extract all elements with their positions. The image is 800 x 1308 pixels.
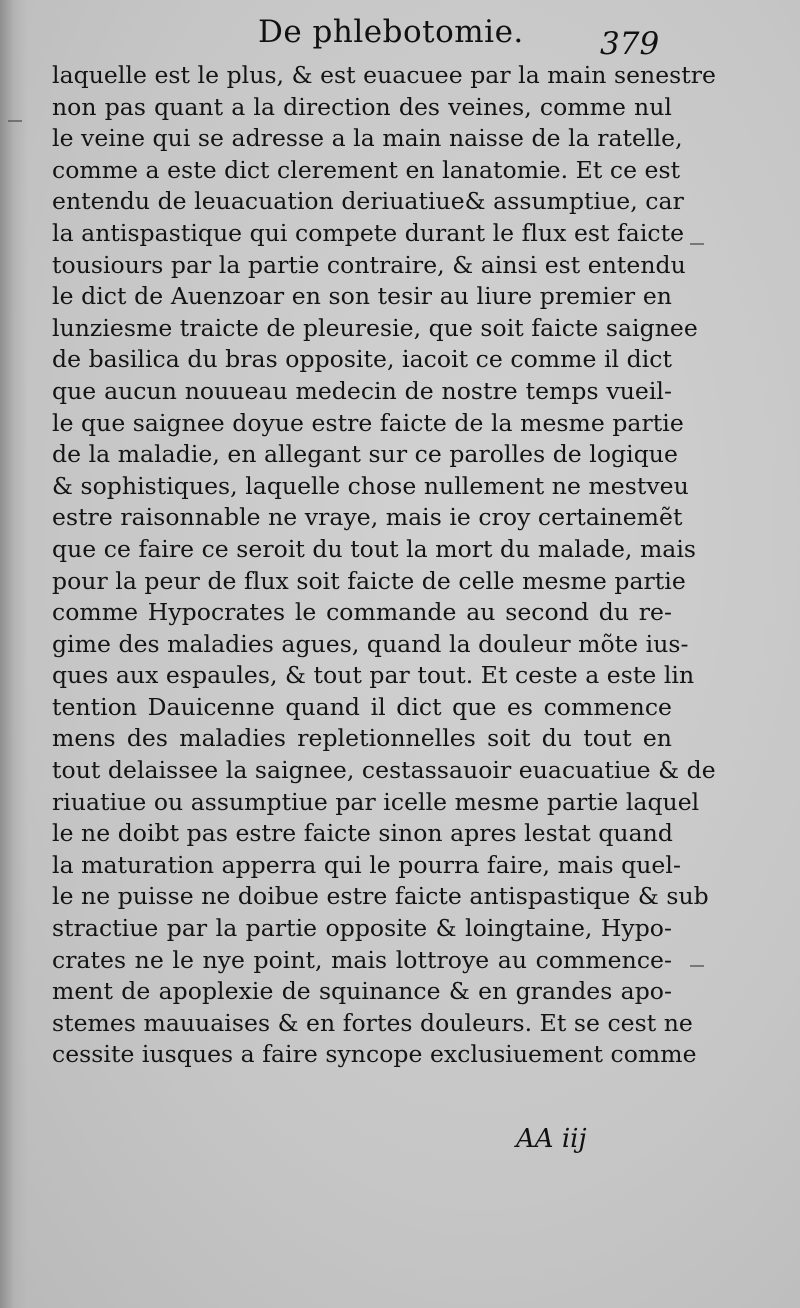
text-line: & sophistiques, laquelle chose nullement ne mestveu	[52, 471, 689, 500]
text-line: tousiours par la partie contraire, & ainsi est entendu	[52, 250, 686, 279]
text-line: le que saignee doyue estre faicte de la mesme partie	[52, 408, 684, 437]
page-number: 379	[600, 26, 660, 62]
text-line: estre raisonnable ne vraye, mais ie croy certainemẽt	[52, 503, 683, 532]
text-line: comme a este dict clerement en lanatomie. Et ce est	[52, 155, 681, 184]
margin-mark	[690, 243, 704, 245]
text-line: lunziesme traicte de pleuresie, que soit faicte saignee	[52, 313, 698, 342]
text-line: stemes mauuaises & en fortes douleurs. Et se cest ne	[52, 1008, 693, 1037]
text-line: la maturation apperra qui le pourra faire, mais quel-	[52, 850, 681, 879]
text-line: que aucun nouueau medecin de nostre temps vueil-	[52, 376, 672, 405]
text-line: stractiue par la partie opposite & loingtaine, Hypo-	[52, 914, 672, 943]
text-line: pour la peur de flux soit faicte de celle mesme partie	[52, 566, 686, 595]
text-line: laquelle est le plus, & est euacuee par la main senestre	[52, 61, 717, 89]
signature-mark: AA iij	[516, 1124, 587, 1154]
text-line: ques aux espaules, & tout par tout. Et ceste a este lin	[52, 661, 695, 690]
text-line: mens des maladies repletionnelles soit du tout en	[52, 724, 672, 753]
text-line: le ne puisse ne doibue estre faicte antispastique & sub	[52, 882, 709, 911]
text-line: comme Hypocrates le commande au second du re-	[52, 598, 672, 627]
text-line: de basilica du bras opposite, iacoit ce comme il dict	[52, 345, 672, 374]
binding-gutter-shadow	[0, 0, 28, 1308]
text-line: de la maladie, en allegant sur ce parolles de logique	[52, 440, 678, 469]
text-line: le ne doibt pas estre faicte sinon apres lestat quand	[52, 819, 673, 848]
text-line: que ce faire ce seroit du tout la mort du malade, mais	[52, 534, 697, 563]
text-line: crates ne le nye point, mais lottroye au commence-	[52, 945, 672, 974]
body-text	[52, 60, 717, 1071]
text-line: cessite iusques a faire syncope exclusiuement comme	[52, 1040, 697, 1069]
text-line: non pas quant a la direction des veines, comme nul	[52, 92, 672, 121]
margin-mark	[8, 120, 22, 122]
margin-mark	[690, 965, 704, 967]
text-line: la antispastique qui compete durant le flux est faicte	[52, 218, 685, 247]
text-line: tention Dauicenne quand il dict que es commence	[52, 692, 672, 721]
text-line: riuatiue ou assumptiue par icelle mesme partie laquel	[52, 787, 700, 816]
text-line: le dict de Auenzoar en son tesir au liure premier en	[52, 282, 672, 311]
text-line: tout delaissee la saignee, cestassauoir euacuatiue & de	[52, 756, 716, 785]
text-line: ment de apoplexie de squinance & en grandes apo-	[52, 977, 672, 1006]
text-line: gime des maladies agues, quand la douleur mõte ius-	[52, 629, 689, 658]
text-line: le veine qui se adresse a la main naisse de la ratelle,	[52, 124, 683, 153]
text-line: entendu de leuacuation deriuatiue& assumptiue, car	[52, 187, 684, 216]
running-head: De phlebotomie.	[258, 14, 524, 50]
